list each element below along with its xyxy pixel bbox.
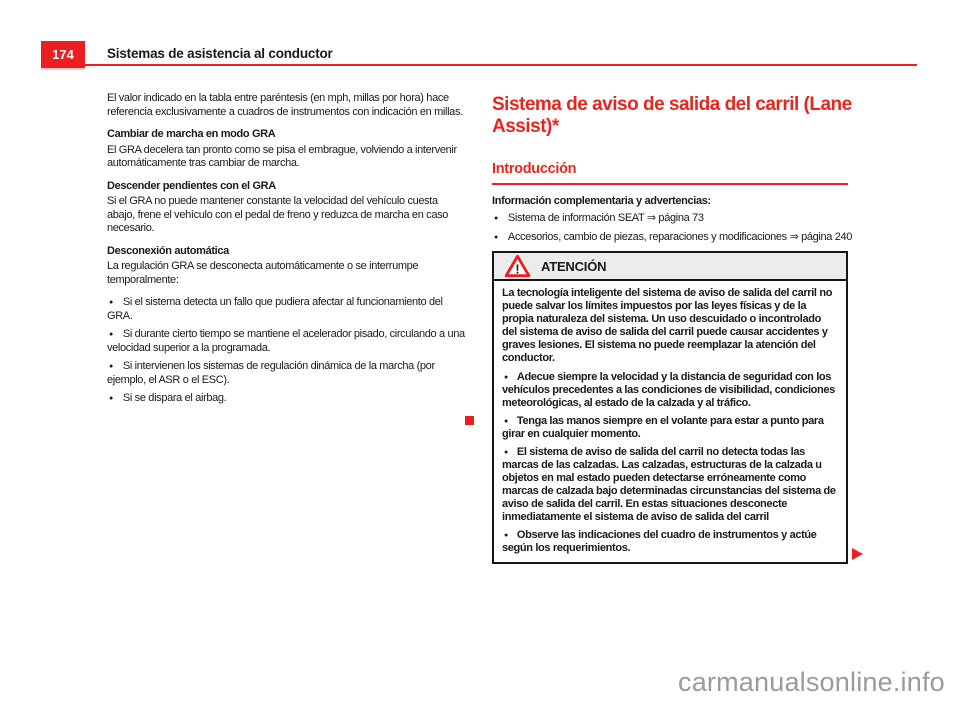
gra-sections [107,128,467,287]
warning-lead-text: La tecnología inteligente del sistema de aviso de salida del carril no puede salvar los límites impuestos por las leyes físicas y de la propia naturaleza del sistema. Un uso descuidado o incontrolado del sistema de aviso de salida del carril puede causar accidentes y graves lesiones. El sistema no puede reemplazar la atención del conductor. [502,287,833,364]
list-item [107,360,467,387]
list-item [502,529,838,555]
info-bullet-list [492,212,920,244]
list-item [492,231,920,245]
list-item-text: El sistema de aviso de salida del carril no detecta todas las marcas de las calzadas. Las calzadas, estructuras de la calzada u objetos en mal estado pueden detectarse erróneamente como marcas de calzada bajo determinadas circunstancias del sistema de aviso de salida del carril. En estas situaciones desconecte inmediatamente el sistema de aviso de salida del carril [502,446,836,523]
list-item [107,296,467,323]
list-item-text: Si durante cierto tiempo se mantiene el acelerador pisado, circulando a una velocidad superior a la programada. [107,328,465,354]
list-item-text: Sistema de información SEAT ⇒ página 73 [507,212,704,224]
bullet-icon: ● [109,395,113,402]
subsection-rule [492,183,848,185]
next-page-arrow-icon [852,548,863,560]
list-item [502,446,838,524]
page-number: 174 [52,47,74,62]
list-item-text: Accesorios, cambio de piezas, reparaciones y modificaciones ⇒ página 240 [507,230,853,243]
warning-triangle-icon [504,254,531,278]
list-item-text: Si se dispara el airbag. [122,392,227,404]
list-item [502,415,838,441]
section-body: El GRA decelera tan pronto como se pisa el embrague, volviendo a intervenir automáticamente tras cambiar de marcha. [107,143,457,169]
list-item-text: Si intervienen los sistemas de regulación dinámica de la marcha (por ejemplo, el ASR o el ESC). [107,360,435,386]
info-heading: Información complementaria y advertencias: [492,195,711,207]
list-item-text: Si el sistema detecta un fallo que pudiera afectar al funcionamiento del GRA. [107,296,443,322]
gra-section [107,245,467,288]
warning-body [494,281,846,562]
intro-paragraph: El valor indicado en la tabla entre paréntesis (en mph, millas por hora) hace referencia exclusivamente a cuadros de instrumentos con indicación en millas. [107,92,463,118]
bullet-icon: ● [109,363,113,370]
list-item [107,392,467,406]
gra-section [107,180,467,236]
section-title: Sistema de aviso de salida del carril (Lane Assist)* [492,94,852,137]
chapter-title: Sistemas de asistencia al conductor [107,46,333,61]
page-number-badge [41,41,85,68]
list-item-text: Observe las indicaciones del cuadro de instrumentos y actúe según los requerimientos. [502,529,817,554]
bullet-icon: ● [504,374,508,381]
svg-text:!: ! [515,262,520,277]
list-item [107,328,467,355]
section-body: Si el GRA no puede mantener constante la velocidad del vehículo cuesta abajo, frene el vehículo con el pedal de freno y reduzca de marcha en caso necesario. [107,195,449,234]
attention-warning-box [492,251,848,564]
bullet-icon: ● [494,233,498,241]
bullet-icon: ● [504,532,508,539]
gra-bullet-list [107,296,467,406]
gra-section [107,128,467,171]
bullet-icon: ● [504,449,508,456]
list-item [492,212,920,226]
section-body: La regulación GRA se desconecta automáticamente o se interrumpe temporalmente: [107,260,419,286]
bullet-icon: ● [109,299,113,306]
list-item-text: Adecue siempre la velocidad y la distancia de seguridad con los vehículos precedentes a las condiciones de visibilidad, condiciones meteorológicas, al estado de la calzada y al tráfico. [502,371,835,409]
section-end-marker-icon [465,416,474,425]
list-item-text: Tenga las manos siempre en el volante para estar a punto para girar en cualquier momento. [502,415,824,440]
bullet-icon: ● [504,418,508,425]
section-heading: Descender pendientes con el GRA [107,179,276,192]
section-heading: Desconexión automática [107,244,229,257]
section-heading: Cambiar de marcha en modo GRA [107,128,276,140]
warning-header [494,253,846,281]
watermark-link[interactable]: carmanualsonline.info [678,667,945,697]
right-column [492,94,920,564]
list-item [502,371,838,410]
left-column [107,92,467,411]
header-rule [85,64,917,66]
bullet-icon: ● [494,215,498,222]
bullet-icon: ● [109,331,113,338]
warning-title: ATENCIÓN [541,258,607,274]
warning-bullet-list [502,371,838,555]
subsection-title: Introducción [492,161,577,177]
